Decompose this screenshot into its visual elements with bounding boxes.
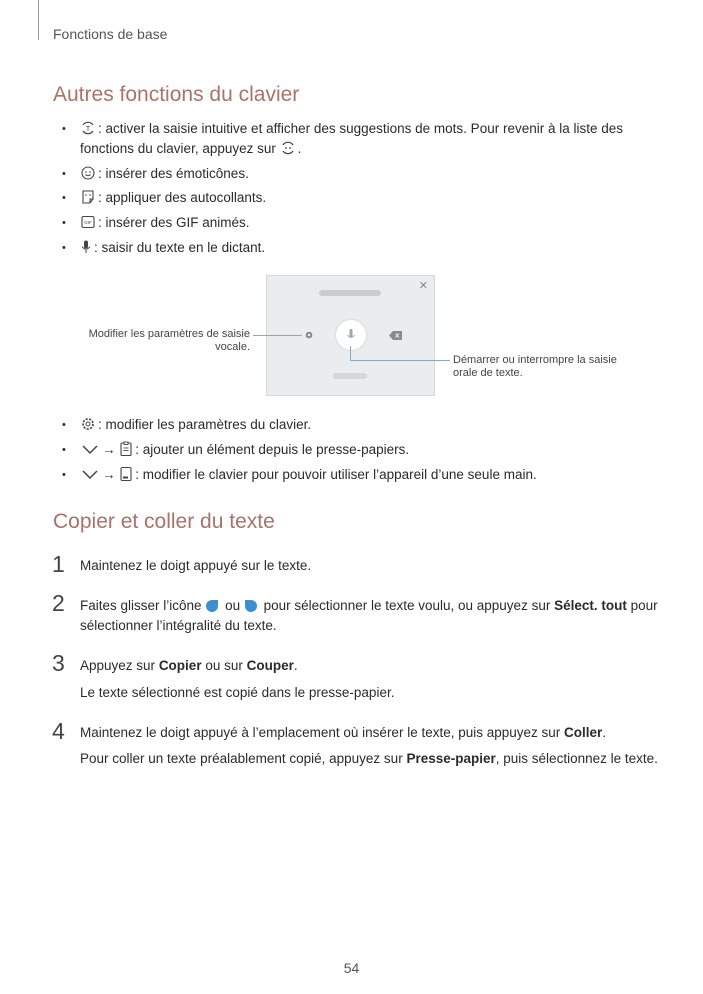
step-4-part-a: Maintenez le doigt appuyé à l’emplacement où insérer le texte, puis appuyez sur — [80, 725, 561, 740]
predictive-text-icon — [80, 120, 96, 136]
callout-line-right-vertical — [350, 346, 351, 360]
backspace-icon — [389, 331, 402, 340]
bullet-dot: • — [62, 168, 66, 180]
bullet-dot: • — [62, 444, 66, 456]
step-2-part-a: Faites glisser l’icône — [80, 598, 202, 613]
bullet-dot: • — [62, 217, 66, 229]
step-4-note-b: , puis sélectionnez le texte. — [495, 751, 658, 766]
callout-line-right-horizontal — [350, 360, 450, 361]
callout-mic — [453, 354, 653, 380]
step-4-end: . — [602, 725, 607, 740]
bullet-clipboard-text: : ajouter un élément depuis le presse-papiers. — [135, 442, 410, 457]
step-4-note — [80, 749, 658, 769]
header-rule — [38, 0, 39, 40]
emoji-icon — [80, 165, 96, 181]
bullet-dot: • — [62, 419, 66, 431]
chevron-down-icon — [80, 466, 100, 482]
callout-mic-line2: orale de texte. — [453, 367, 523, 379]
step-2-text-line2: sélectionner l’intégralité du texte. — [80, 618, 277, 633]
step-2-text — [80, 596, 658, 616]
bullet-emoji-text: : insérer des émoticônes. — [98, 166, 249, 181]
step-2-or: ou — [225, 598, 241, 613]
bullet-voice-text: : saisir du texte en le dictant. — [94, 240, 266, 255]
bullet-dot: • — [62, 192, 66, 204]
voice-mic-button — [336, 320, 366, 350]
callout-mic-line1: Démarrer ou interrompre la saisie — [453, 354, 617, 366]
step-3-text — [80, 656, 298, 676]
step-3-cut: Couper — [246, 658, 294, 673]
page-number: 54 — [343, 960, 360, 976]
clipboard-icon — [119, 441, 133, 457]
step-number-3: 3 — [52, 650, 65, 676]
step-4-clipboard: Presse-papier — [406, 751, 496, 766]
callout-settings — [70, 328, 250, 354]
bullet-predictive-end: . — [297, 141, 302, 156]
step-3-note: Le texte sélectionné est copié dans le presse-papier. — [80, 685, 395, 700]
bullet-dot: • — [62, 242, 66, 254]
step-2-part-c: pour — [630, 598, 658, 613]
step-1-text: Maintenez le doigt appuyé sur le texte. — [80, 558, 312, 573]
step-3-copy: Copier — [158, 658, 202, 673]
bullet-dot: • — [62, 123, 66, 135]
gear-icon — [80, 416, 96, 432]
step-4-text — [80, 723, 606, 743]
header-section: Fonctions de base — [53, 26, 168, 42]
microphone-icon — [80, 239, 92, 255]
bullet-dot: • — [62, 469, 66, 481]
selection-handle-left-icon — [205, 598, 219, 613]
callout-settings-line2: vocale. — [215, 341, 250, 353]
close-icon: ✕ — [418, 280, 428, 292]
step-number-2: 2 — [52, 590, 65, 616]
gif-icon — [80, 214, 96, 230]
bullet-predictive-text-2: fonctions du clavier, appuyez sur — [80, 141, 276, 156]
selection-handle-right-icon — [244, 598, 258, 613]
arrow: → — [102, 467, 116, 482]
svg-text:GIF: GIF — [84, 220, 92, 225]
svg-text:T: T — [85, 126, 91, 133]
chevron-down-icon — [80, 441, 100, 457]
one-handed-keyboard-icon — [119, 466, 133, 482]
bullet-predictive-text: : activer la saisie intuitive et afficher des suggestions de mots. Pour revenir à la liste des — [98, 121, 624, 136]
bullet-stickers-text: : appliquer des autocollants. — [98, 190, 267, 205]
step-3-end: . — [293, 658, 298, 673]
step-2-select-all: Sélect. tout — [554, 598, 627, 613]
microphone-icon — [336, 320, 366, 350]
keyboard-functions-icon — [280, 140, 296, 156]
section-title-autres: Autres fonctions du clavier — [53, 83, 300, 106]
step-number-1: 1 — [52, 551, 65, 577]
bullet-one-handed-text: : modifier le clavier pour pouvoir utiliser l’appareil d’une seule main. — [135, 467, 537, 482]
step-2-part-b: pour sélectionner le texte voulu, ou appuyez sur — [263, 598, 551, 613]
blurred-label — [333, 373, 367, 379]
blurred-title — [319, 290, 381, 296]
callout-settings-line1: Modifier les paramètres de saisie — [88, 328, 250, 340]
bullet-gif-text: : insérer des GIF animés. — [98, 215, 250, 230]
arrow: → — [102, 442, 116, 457]
settings-gear-icon — [304, 330, 314, 340]
sticker-icon — [80, 189, 96, 205]
section-title-copier: Copier et coller du texte — [53, 510, 275, 533]
step-4-note-a: Pour coller un texte préalablement copié, appuyez sur — [80, 751, 403, 766]
callout-line-left — [253, 335, 302, 336]
step-3-part-a: Appuyez sur — [80, 658, 156, 673]
bullet-settings-text: : modifier les paramètres du clavier. — [98, 417, 312, 432]
step-number-4: 4 — [52, 718, 65, 744]
step-4-paste: Coller — [564, 725, 603, 740]
step-3-or: ou sur — [205, 658, 243, 673]
